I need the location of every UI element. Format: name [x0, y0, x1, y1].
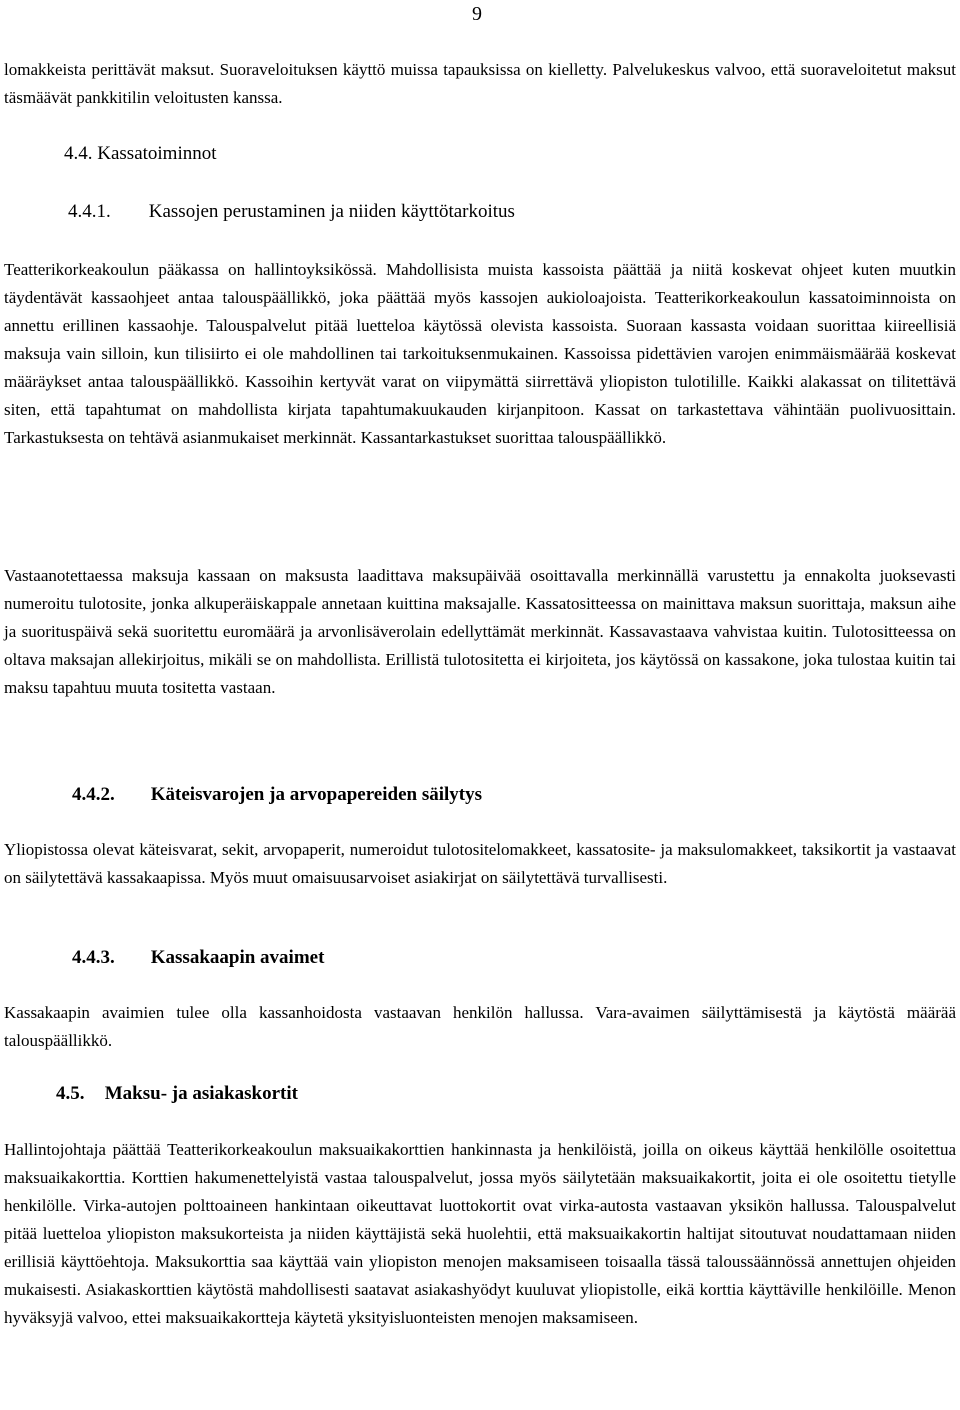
section-4-4-3-number: 4.4.3.: [72, 947, 115, 968]
section-4-5-heading: [56, 1080, 298, 1108]
page-number: 9: [472, 3, 482, 25]
section-4-4-1-paragraph-1: Teatterikorkeakoulun pääkassa on hallintoyksikössä. Mahdollisista muista kassoista päättää ja niitä koskevat ohjeet kuten muutkin täydentävät kassaohjeet antaa talouspäällikkö, joka päättää myös kassojen aukioloajoista. Teatterikorkeakoulun kassatoiminnoista on annettu erillinen kassaohje. Talouspalvelut pitää luetteloa käytössä olevista kassoista. Suoraan kassasta voidaan suorittaa kiireellisiä maksuja vain silloin, kun tilisiirto ei ole mahdollinen tai tarkoituksenmukainen. Kassoissa pidettävien varojen enimmäismäärää koskevat määräykset antaa talouspäällikkö. Kassoihin kertyvät varat on viipymättä siirrettävä yliopiston tulotilille. Kaikki alakassat on tilitettävä siten, että tapahtumat on mahdollista kirjata tapahtumakuukauden kirjanpitoon. Kassat on tarkastettava vähintään puolivuosittain. Tarkastuksesta on tehtävä asianmukaiset merkinnät. Kassantarkastukset suorittaa talouspäällikkö.: [4, 260, 956, 447]
section-4-4-1-heading: [68, 198, 515, 226]
section-4-5-paragraph: Hallintojohtaja päättää Teatterikorkeakoulun maksuaikakorttien hankinnasta ja henkilöistä, joilla on oikeus käyttää henkilölle osoitettua maksuaikakorttia. Korttien hakumenettelyistä vastaa talouspalvelut, jossa myös säilytetään maksuaikakortit, joita ei ole osoitettu tietylle henkilölle. Virka-autojen polttoaineen hankintaan oikeuttavat luottokortit ovat virka-autosta vastaavan yksikön hallussa. Talouspalvelut pitää luetteloa yliopiston maksukorteista ja niiden käyttäjistä sekä huolehtii, että maksuaikakortin haltijat sitoutuvat noudattamaan niiden erillisiä käyttöehtoja. Maksukorttia saa käyttää vain yliopiston menojen maksamiseen toisaalla tässä taloussäännössä annettujen ohjeiden mukaisesti. Asiakaskorttien käytöstä mahdollisesti saatavat asiakashyödyt kuuluvat yliopistolle, eikä korttia käyttäville henkilöille. Menon hyväksyjä valvoo, ettei maksuaikakortteja käytetä yksityisluonteisten menojen maksamiseen.: [4, 1140, 956, 1327]
section-4-4-1-title: Kassojen perustaminen ja niiden käyttötarkoitus: [148, 201, 515, 222]
section-4-4-3-paragraph: Kassakaapin avaimien tulee olla kassanhoidosta vastaavan henkilön hallussa. Vara-avaimen säilyttämisestä ja käytöstä määrää talouspäällikkö.: [4, 1003, 956, 1050]
section-4-4-number: 4.4.: [64, 143, 93, 164]
section-4-4-heading: [64, 140, 217, 168]
section-4-4-1-paragraph-2: Vastaanotettaessa maksuja kassaan on maksusta laadittava maksupäivää osoittavalla merkinnällä varustettu ja ennakolta juoksevasti numeroitu tulotosite, jonka alkuperäiskappale annetaan kuittina maksajalle. Kassatositteessa on mainittava maksun suorittaja, maksun aihe ja suorituspäivä sekä suoritettu euromäärä ja arvonlisäverolain edellyttämät merkinnät. Kassavastaava vahvistaa kuitin. Tulotositteessa on oltava maksajan allekirjoitus, mikäli se on mahdollista. Erillistä tulotositetta ei kirjoiteta, jos käytössä on kassakone, joka tulostaa kuitin tai maksu tapahtuu muuta tositetta vastaan.: [4, 566, 956, 697]
section-4-4-2-heading: [72, 781, 482, 809]
section-4-4-2-title: Käteisvarojen ja arvopapereiden säilytys: [150, 784, 482, 805]
section-4-4-1-number: 4.4.1.: [68, 201, 111, 222]
section-4-4-3-title: Kassakaapin avaimet: [150, 947, 325, 968]
intro-paragraph: lomakkeista perittävät maksut. Suoraveloituksen käyttö muissa tapauksissa on kielletty. Palvelukeskus valvoo, että suoraveloitetut maksut täsmäävät pankkitilin veloitusten kanssa.: [4, 60, 956, 107]
section-4-4-3-heading: [72, 944, 324, 972]
section-4-4-2-paragraph: Yliopistossa olevat käteisvarat, sekit, arvopaperit, numeroidut tulotositelomakkeet, kassatosite- ja maksulomakkeet, taksikortit ja vastaavat on säilytettävä kassakaapissa. Myös muut omaisuusarvoiset asiakirjat on säilytettävä turvallisesti.: [4, 840, 956, 887]
section-4-5-title: Maksu- ja asiakaskortit: [104, 1083, 298, 1104]
section-4-4-2-number: 4.4.2.: [72, 784, 115, 805]
section-4-4-title: Kassatoiminnot: [97, 143, 217, 164]
section-4-5-number: 4.5.: [56, 1083, 85, 1104]
